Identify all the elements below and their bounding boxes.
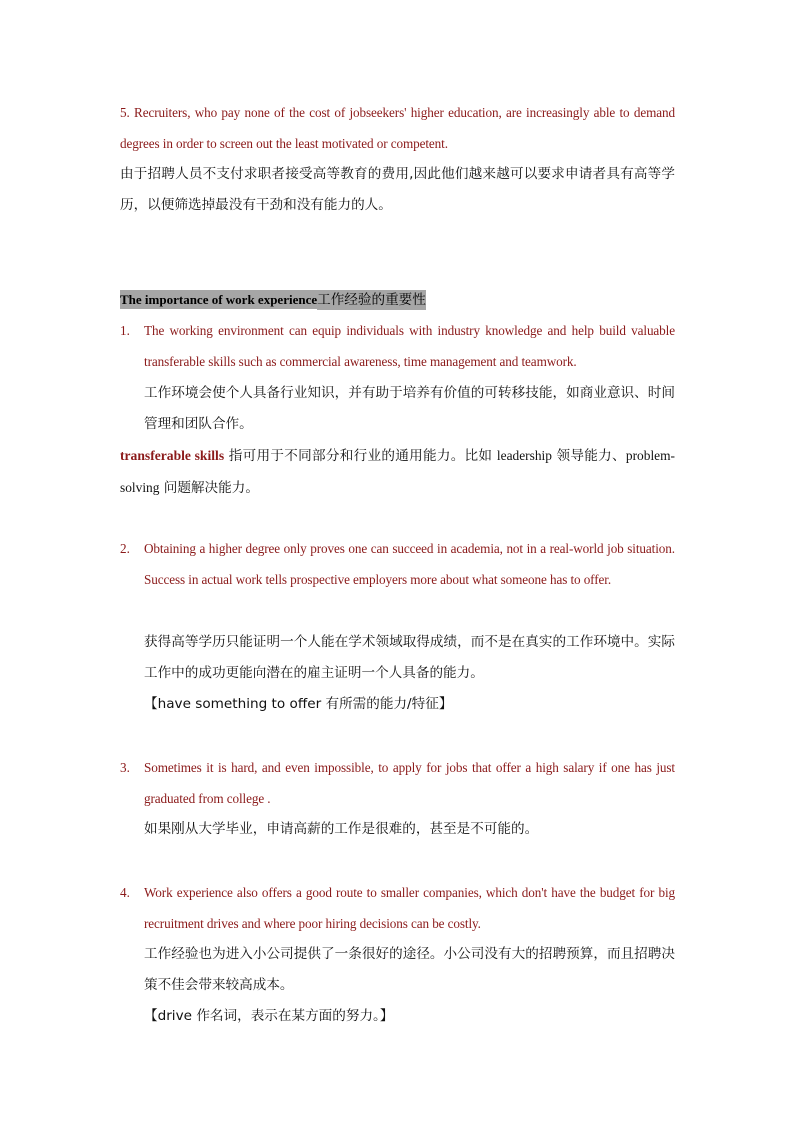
item-1-number: 1. xyxy=(120,323,130,338)
item-3-english: Sometimes it is hard, and even impossible, to apply for jobs that offer a high salary if one has just graduated from college . xyxy=(144,760,675,806)
item-1-english: The working environment can equip individuals with industry knowledge and help build valuable transferable skills such as commercial awareness, time management and teamwork. xyxy=(144,323,675,369)
definition-paragraph xyxy=(120,440,675,504)
definition-text-1: 指可用于不同部分和行业的通用能力。比如 xyxy=(224,448,497,464)
item-4-note: 【drive 作名词，表示在某方面的努力。】 xyxy=(144,1008,394,1024)
item-4-chinese: 工作经验也为进入小公司提供了一条很好的途径。小公司没有大的招聘预算，而且招聘决策不佳会带来较高成本。 xyxy=(144,946,675,993)
item-2-chinese: 获得高等学历只能证明一个人能在学术领域取得成绩，而不是在真实的工作环境中。实际工作中的成功更能向潜在的雇主证明一个人具备的能力。 xyxy=(144,634,675,681)
heading-chinese: 工作经验的重要性 xyxy=(317,292,426,308)
item-3-chinese: 如果刚从大学毕业，申请高薪的工作是很难的，甚至是不可能的。 xyxy=(144,821,539,837)
item-5-chinese: 由于招聘人员不支付求职者接受高等教育的费用,因此他们越来越可以要求申请者具有高等学历，以便筛选掉最没有干劲和没有能力的人。 xyxy=(120,166,675,213)
heading-english: The importance of work experience xyxy=(120,292,318,307)
definition-term-3: problem-solving xyxy=(120,448,675,495)
definition-term: transferable skills xyxy=(120,448,225,463)
item-2-number: 2. xyxy=(120,541,130,556)
definition-text-2: 领导能力、 xyxy=(551,448,626,464)
item-2-english: Obtaining a higher degree only proves one can succeed in academia, not in a real-world job situation. Success in actual work tells prospective employers more about what someone has to offer. xyxy=(144,541,675,587)
definition-term-2: leadership xyxy=(496,448,552,463)
item-4-english: Work experience also offers a good route to smaller companies, which don't have the budget for big recruitment drives and where poor hiring decisions can be costly. xyxy=(144,885,675,931)
item-4-number: 4. xyxy=(120,885,130,900)
section-heading xyxy=(120,284,426,315)
item-3-number: 3. xyxy=(120,760,130,775)
item-1-chinese: 工作环境会使个人具备行业知识，并有助于培养有价值的可转移技能，如商业意识、时间管理和团队合作。 xyxy=(144,385,675,432)
item-5-english: 5. Recruiters, who pay none of the cost of jobseekers' higher education, are increasingly able to demand degrees in order to screen out the least motivated or competent. xyxy=(120,105,675,151)
item-2-note: 【have something to offer 有所需的能力/特征】 xyxy=(144,696,453,712)
definition-text-3: 问题解决能力。 xyxy=(159,480,259,496)
